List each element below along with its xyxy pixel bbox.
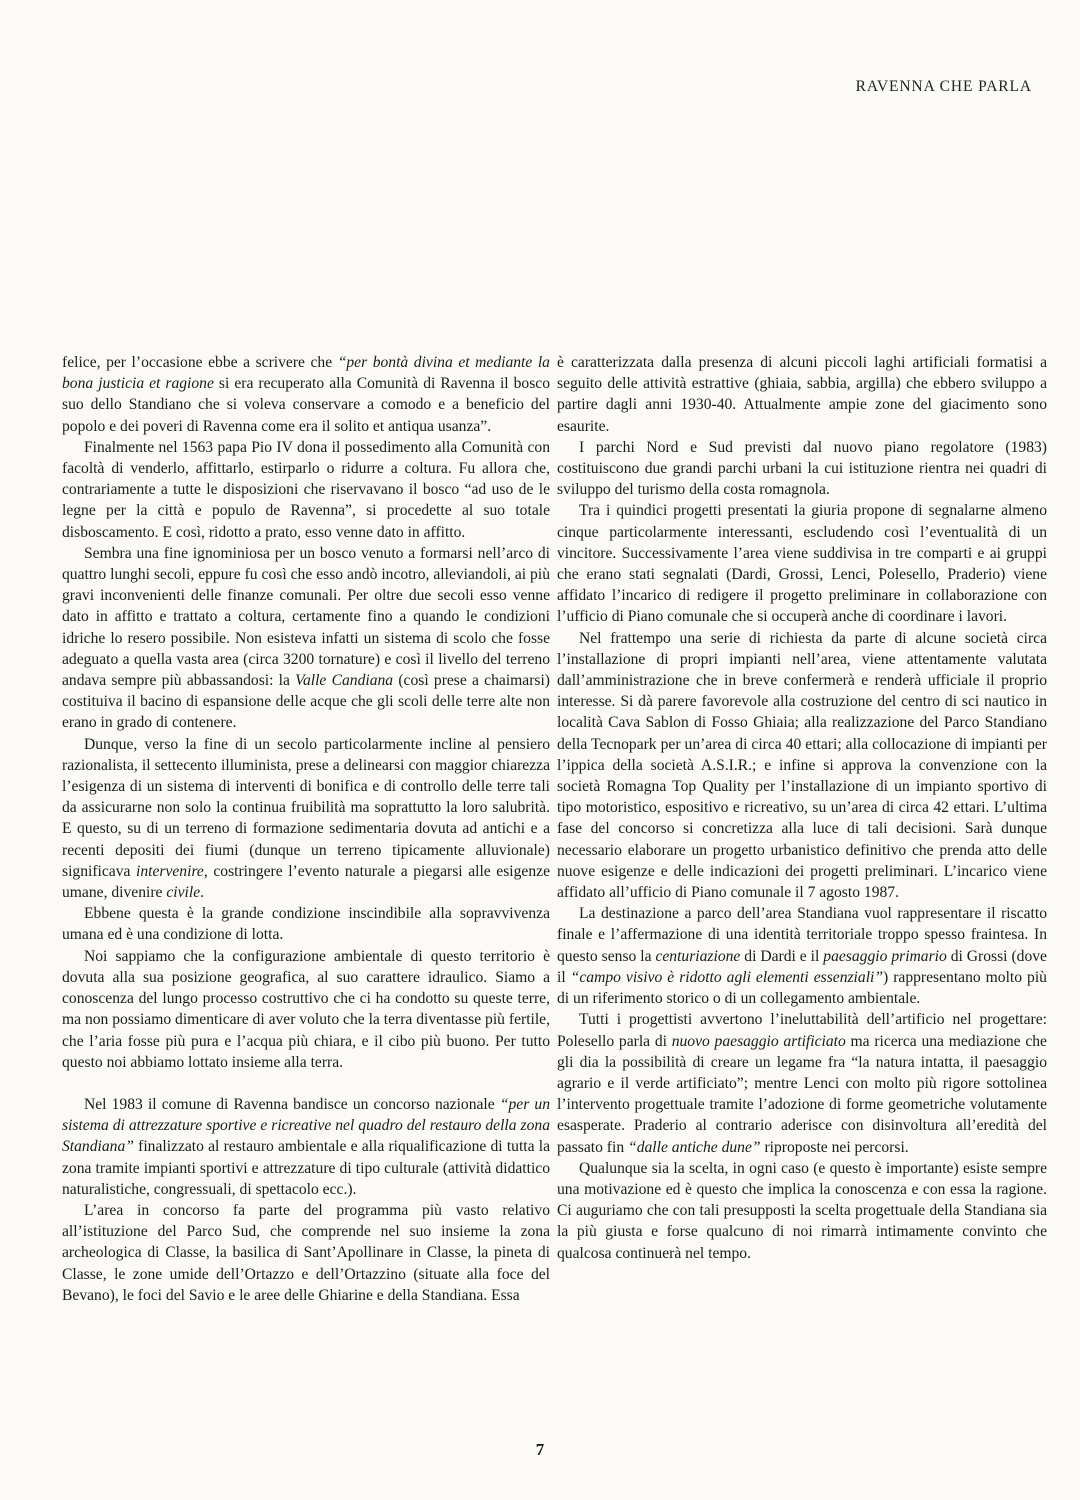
- paragraph: Tra i quindici progetti presentati la giuria propone di segnalarne almeno cinque particolarmente interessanti, escludendo così l’eventualità di un vincitore. Successivamente l’area viene suddivisa in tre comparti e ai gruppi che erano stati segnalati (Dardi, Grossi, Lenci, Polesello, Praderio) viene affidato l’incarico di redigere il progetto preliminare in collaborazione con l’ufficio di Piano comunale che si occuperà anche di coordinare i lavori.: [557, 502, 1047, 626]
- text-run: riproposte nei percorsi.: [760, 1138, 909, 1156]
- paragraph: Ebbene questa è la grande condizione inscindibile alla sopravvivenza umana ed è una condizione di lotta.: [62, 905, 550, 944]
- paragraph: [557, 903, 1047, 1009]
- italic-quote: “campo visivo è ridotto agli elementi essenziali”: [570, 968, 884, 986]
- italic-term: Valle Candiana: [295, 672, 394, 690]
- paragraph: [62, 734, 550, 904]
- right-text-column: [557, 352, 1047, 1264]
- italic-quote: “dalle antiche dune”: [628, 1138, 761, 1156]
- text-run: Tutti i progettisti avvertono l’ineluttabilità dell’artificio nel progettare: Polesello parla di: [557, 1011, 1047, 1050]
- paragraph: Noi sappiamo che la configurazione ambientale di questo territorio è dovuta alla sua posizione geografica, al suo carattere idraulico. Siamo a conoscenza del lungo processo costruttivo che ci ha condotto su queste terre, ma non possiamo dimenticare di aver voluto che la terra diventasse più fertile, che l’aria fosse più pura e l’acqua più chiara, e il cibo più buono. Per tutto questo noi abbiamo lottato insieme alla terra.: [62, 947, 551, 1071]
- text-run: Sembra una fine ignominiosa per un bosco venuto a formarsi nell’arco di quattro lunghi secoli, eppure fu così che esso andò incotro, alleviandoli, ai più gravi inconvenienti delle finanze comunali. Per oltre due secoli esso venne dato in affitto e trattato a coltura, certamente fino a quando le condizioni idriche lo resero possibile. Non esisteva infatti un sistema di scolo che fosse adeguato a quella vasta area (circa 3200 tornature) e così il livello del terreno andava sempre più abbassandosi: la: [62, 544, 550, 690]
- italic-quote: “per bontà divina et mediante la bona justicia et ragione: [62, 354, 550, 393]
- italic-term: paesaggio primario: [823, 947, 947, 965]
- text-run: (così prese a chaimarsi) costituiva il bacino di espansione delle acque che gli scoli delle terre alte non erano in grado di contenere.: [62, 672, 550, 732]
- text-run: .: [200, 884, 205, 902]
- paragraph: [557, 1009, 1047, 1157]
- paragraph: [62, 543, 550, 734]
- italic-term: civile: [166, 884, 201, 902]
- italic-term: nuovo paesaggio artificiato: [671, 1032, 846, 1050]
- paragraph: Finalmente nel 1563 papa Pio IV dona il possedimento alla Comunità con facoltà di venderlo, affittarlo, estirparlo o ridurre a coltura. Fu allora che, contrariamente a tutte le disposizioni che riservavano il bosco “ad uso de le legne per la città e populo de Ravenna”, si procedette al suo totale disboscamento. E così, ridotto a prato, esso venne dato in affitto.: [62, 438, 550, 541]
- left-text-column: [62, 352, 550, 1306]
- text-run: felice, per l’occasione ebbe a scrivere che: [62, 354, 338, 371]
- text-run: finalizzato al restauro ambientale e alla riqualificazione di tutta la zona tramite impianti sportivi e attrezzature di tipo culturale (attività didattico naturalistiche, congressuali, di spettacolo ecc.).: [62, 1138, 550, 1198]
- text-run: Dunque, verso la fine di un secolo particolarmente incline al pensiero razionalista, il settecento illuminista, prese a delinearsi con maggior chiarezza l’esigenza di un sistema di interventi di bonifica e di controllo delle terre tali da assicurarne non solo la continua fruibilità ma soprattutto la loro salubrità. E questo, su di un terreno di formazione sedimentaria dovuta ad antichi e a recenti depositi dei fiumi (dunque un terreno tipicamente alluvionale) significava: [62, 735, 550, 880]
- paragraph: è caratterizzata dalla presenza di alcuni piccoli laghi artificiali formatisi a seguito delle attività estrattive (ghiaia, sabbia, argilla) che ebbero sviluppo a partire dagli anni 1930-40. Attualmente ampie zone del giacimento sono esaurite.: [557, 354, 1047, 435]
- text-run: di Grossi (dove il: [557, 947, 1047, 986]
- text-run: si era recuperato alla Comunità di Ravenna il bosco suo dello Standiano che si voleva conservare a comodo e a beneficio del popolo e dei poveri di Ravenna come era il solito et antiqua usanza”.: [62, 375, 550, 435]
- italic-term: intervenire: [136, 862, 204, 880]
- text-run: La destinazione a parco dell’area Standiana vuol rappresentare il riscatto finale e l’affermazione di una identità territoriale troppo spesso fraintesa. In questo senso la: [557, 905, 1047, 965]
- paragraph: Qualunque sia la scelta, in ogni caso (e questo è importante) esiste sempre una motivazione ed è questo che implica la conoscenza e con essa la ragione. Ci auguriamo che con tali presupposti la scelta progettuale della Standiana sia la più giusta e forse qualcuno di noi rimarrà intimamente convinto che qualcosa continuerà nel tempo.: [557, 1159, 1047, 1262]
- text-run: , costringere l’evento naturale a piegarsi alle esigenze umane, divenire: [62, 862, 550, 902]
- paragraph: L’area in concorso fa parte del programma più vasto relativo all’istituzione del Parco Sud, che comprende nel suo insieme la zona archeologica di Classe, la basilica di Sant’Apollinare in Classe, la pineta di Classe, le zone umide dell’Ortazzo e dell’Ortazzino (situate alla foce del Bevano), le foci del Savio e le aree delle Ghiarine e della Standiana. Essa: [62, 1201, 550, 1304]
- text-run: ) rappresentano molto più di un riferimento storico o di un collegamento ambientale.: [557, 968, 1047, 1008]
- text-run: Nel 1983 il comune di Ravenna bandisce un concorso nazionale: [84, 1095, 500, 1113]
- italic-quote: “per un sistema di attrezzature sportive e ricreative nel quadro del restauro della zona Standiana”: [62, 1095, 550, 1156]
- paragraph: Nel frattempo una serie di richiesta da parte di alcune società circa l’installazione di propri impianti nell’area, viene attentamente valutata dall’amministrazione che in breve confermerà e renderà ufficiale il proprio interesse. Si dà parere favorevole alla costruzione del centro di sci nautico in località Cava Sablon di Fosso Ghiaia; alla realizzazione del Parco Standiano della Tecnopark per un’area di circa 40 ettari; alla collocazione di impianti per l’ippica della società A.S.I.R.; e infine si approva la convenzione con la società Romagna Top Quality per l’installazione di un impianto sportivo di tipo motoristico, espositivo e ricreativo, su un’area di circa 42 ettari. L’ultima fase del concorso si concretizza alla luce di tali decisioni. Sarà dunque necessario elaborare un progetto urbanistico definitivo che prenda atto delle nuove esigenze e delle indicazioni dei progetti preliminari. L’incarico viene affidato all’ufficio di Piano comunale il 7 agosto 1987.: [557, 629, 1047, 902]
- text-run: ma ricerca una mediazione che gli dia la possibilità di creare un legame fra “la natura intatta, il paesaggio agrario e il verde artificiato”; mentre Lenci con molto più rigore sottolinea l’intervento progettuale tramite l’adozione di forme geometriche volutamente esasperate. Praderio al contrario aderisce con disinvoltura all’eredità del passato fin: [557, 1032, 1047, 1156]
- running-title: RAVENNA CHE PARLA: [855, 78, 1032, 95]
- paragraph: [62, 352, 550, 437]
- text-run: di Dardi e il: [740, 947, 824, 965]
- paragraph: [62, 1094, 550, 1200]
- page-number: 7: [535, 1440, 545, 1459]
- paragraph: I parchi Nord e Sud previsti dal nuovo piano regolatore (1983) costituiscono due grandi parchi urbani la cui istituzione rientra nei quadri di sviluppo del turismo della costa romagnola.: [557, 438, 1047, 499]
- italic-term: centuriazione: [655, 947, 741, 965]
